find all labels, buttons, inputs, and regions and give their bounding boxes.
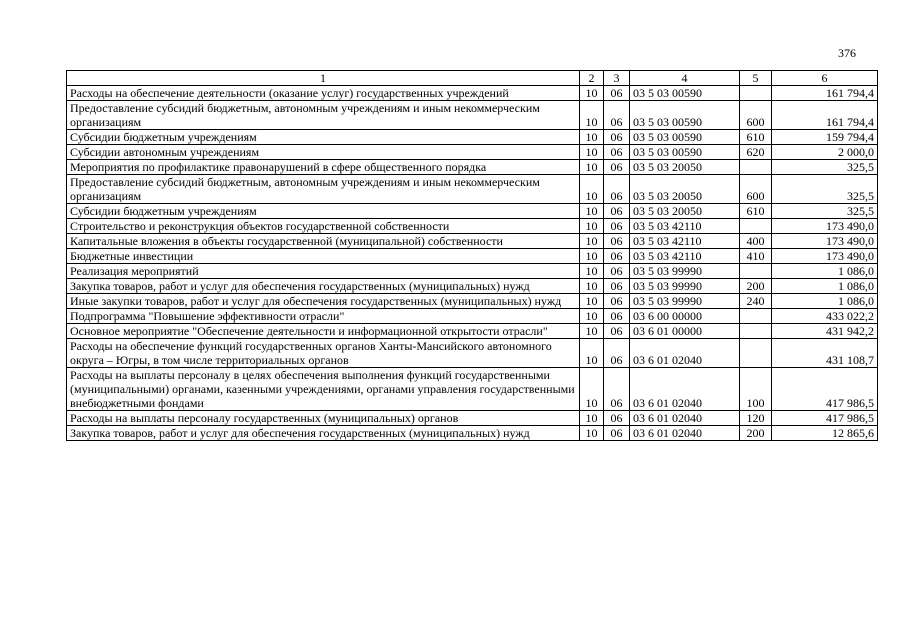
cell-name: Расходы на выплаты персоналу государственных (муниципальных) органов	[67, 411, 580, 426]
table-row	[67, 86, 878, 101]
cell-section: 10	[580, 130, 604, 145]
cell-expense-type: 620	[740, 145, 772, 160]
cell-amount: 2 000,0	[772, 145, 878, 160]
cell-amount: 173 490,0	[772, 249, 878, 264]
cell-name: Расходы на обеспечение деятельности (оказание услуг) государственных учреждений	[67, 86, 580, 101]
cell-amount: 431 108,7	[772, 339, 878, 368]
cell-name: Мероприятия по профилактике правонарушений в сфере общественного порядка	[67, 160, 580, 175]
cell-section: 10	[580, 204, 604, 219]
cell-subsection: 06	[604, 264, 630, 279]
cell-amount: 431 942,2	[772, 324, 878, 339]
column-header-name: 1	[67, 71, 580, 86]
cell-amount: 417 986,5	[772, 411, 878, 426]
cell-name: Строительство и реконструкция объектов государственной собственности	[67, 219, 580, 234]
page-number: 376	[838, 46, 856, 60]
cell-subsection: 06	[604, 160, 630, 175]
table-row	[67, 426, 878, 441]
cell-section: 10	[580, 101, 604, 130]
cell-subsection: 06	[604, 175, 630, 204]
cell-target-article: 03 6 01 00000	[630, 324, 740, 339]
cell-name: Реализация мероприятий	[67, 264, 580, 279]
budget-table	[66, 70, 878, 441]
cell-name: Закупка товаров, работ и услуг для обеспечения государственных (муниципальных) нужд	[67, 426, 580, 441]
cell-expense-type	[740, 264, 772, 279]
cell-target-article: 03 5 03 00590	[630, 145, 740, 160]
cell-name: Капитальные вложения в объекты государственной (муниципальной) собственности	[67, 234, 580, 249]
cell-expense-type	[740, 219, 772, 234]
cell-expense-type	[740, 160, 772, 175]
table-row	[67, 204, 878, 219]
cell-amount: 159 794,4	[772, 130, 878, 145]
table-row	[67, 368, 878, 411]
cell-target-article: 03 6 01 02040	[630, 368, 740, 411]
cell-section: 10	[580, 175, 604, 204]
cell-target-article: 03 5 03 20050	[630, 175, 740, 204]
cell-expense-type: 120	[740, 411, 772, 426]
cell-section: 10	[580, 339, 604, 368]
column-header-subsection: 3	[604, 71, 630, 86]
table-row	[67, 279, 878, 294]
table-row	[67, 219, 878, 234]
column-header-section: 2	[580, 71, 604, 86]
cell-section: 10	[580, 309, 604, 324]
cell-subsection: 06	[604, 426, 630, 441]
cell-section: 10	[580, 368, 604, 411]
table-row	[67, 101, 878, 130]
cell-amount: 173 490,0	[772, 219, 878, 234]
cell-target-article: 03 5 03 99990	[630, 279, 740, 294]
cell-subsection: 06	[604, 234, 630, 249]
cell-subsection: 06	[604, 324, 630, 339]
cell-expense-type: 600	[740, 175, 772, 204]
cell-expense-type	[740, 309, 772, 324]
table-row	[67, 145, 878, 160]
cell-name: Субсидии бюджетным учреждениям	[67, 204, 580, 219]
cell-name: Расходы на выплаты персоналу в целях обеспечения выполнения функций государственными (муниципальными) органами, казенными учреждениями, органами управления государственными внебюджетными фондами	[67, 368, 580, 411]
cell-name: Субсидии бюджетным учреждениям	[67, 130, 580, 145]
cell-subsection: 06	[604, 130, 630, 145]
cell-section: 10	[580, 294, 604, 309]
table-row	[67, 249, 878, 264]
cell-expense-type: 240	[740, 294, 772, 309]
cell-target-article: 03 5 03 42110	[630, 234, 740, 249]
table-body	[67, 86, 878, 441]
table-row	[67, 411, 878, 426]
cell-section: 10	[580, 411, 604, 426]
cell-target-article: 03 5 03 99990	[630, 294, 740, 309]
cell-subsection: 06	[604, 145, 630, 160]
cell-subsection: 06	[604, 219, 630, 234]
cell-subsection: 06	[604, 309, 630, 324]
cell-expense-type	[740, 339, 772, 368]
header-row	[67, 71, 878, 86]
table-row	[67, 130, 878, 145]
cell-name: Закупка товаров, работ и услуг для обеспечения государственных (муниципальных) нужд	[67, 279, 580, 294]
cell-expense-type: 410	[740, 249, 772, 264]
cell-amount: 161 794,4	[772, 101, 878, 130]
cell-target-article: 03 6 01 02040	[630, 426, 740, 441]
table-row	[67, 160, 878, 175]
cell-target-article: 03 5 03 00590	[630, 101, 740, 130]
cell-amount: 325,5	[772, 160, 878, 175]
cell-expense-type: 200	[740, 426, 772, 441]
cell-subsection: 06	[604, 368, 630, 411]
cell-target-article: 03 5 03 42110	[630, 219, 740, 234]
cell-name: Расходы на обеспечение функций государственных органов Ханты-Мансийского автономного округа – Югры, в том числе территориальных органов	[67, 339, 580, 368]
column-header-amount: 6	[772, 71, 878, 86]
cell-target-article: 03 6 01 02040	[630, 411, 740, 426]
cell-subsection: 06	[604, 86, 630, 101]
cell-expense-type	[740, 324, 772, 339]
cell-amount: 12 865,6	[772, 426, 878, 441]
cell-amount: 1 086,0	[772, 279, 878, 294]
cell-subsection: 06	[604, 101, 630, 130]
cell-amount: 325,5	[772, 204, 878, 219]
cell-target-article: 03 5 03 00590	[630, 86, 740, 101]
cell-expense-type: 400	[740, 234, 772, 249]
cell-section: 10	[580, 264, 604, 279]
table-row	[67, 175, 878, 204]
column-header-expense-type: 5	[740, 71, 772, 86]
cell-expense-type: 610	[740, 130, 772, 145]
cell-amount: 161 794,4	[772, 86, 878, 101]
cell-section: 10	[580, 145, 604, 160]
cell-amount: 1 086,0	[772, 294, 878, 309]
cell-section: 10	[580, 86, 604, 101]
cell-target-article: 03 6 00 00000	[630, 309, 740, 324]
cell-amount: 325,5	[772, 175, 878, 204]
cell-subsection: 06	[604, 204, 630, 219]
cell-subsection: 06	[604, 411, 630, 426]
table-row	[67, 309, 878, 324]
cell-expense-type: 200	[740, 279, 772, 294]
cell-section: 10	[580, 426, 604, 441]
cell-expense-type: 600	[740, 101, 772, 130]
column-header-target-article: 4	[630, 71, 740, 86]
cell-amount: 417 986,5	[772, 368, 878, 411]
cell-name: Субсидии автономным учреждениям	[67, 145, 580, 160]
cell-target-article: 03 5 03 20050	[630, 160, 740, 175]
cell-target-article: 03 5 03 20050	[630, 204, 740, 219]
cell-section: 10	[580, 279, 604, 294]
cell-expense-type: 100	[740, 368, 772, 411]
cell-subsection: 06	[604, 294, 630, 309]
table-row	[67, 294, 878, 309]
table-row	[67, 234, 878, 249]
cell-target-article: 03 6 01 02040	[630, 339, 740, 368]
cell-section: 10	[580, 219, 604, 234]
table-row	[67, 339, 878, 368]
table-row	[67, 324, 878, 339]
cell-section: 10	[580, 234, 604, 249]
cell-name: Предоставление субсидий бюджетным, автономным учреждениям и иным некоммерческим организациям	[67, 101, 580, 130]
cell-name: Иные закупки товаров, работ и услуг для обеспечения государственных (муниципальных) нужд	[67, 294, 580, 309]
table-row	[67, 264, 878, 279]
cell-target-article: 03 5 03 00590	[630, 130, 740, 145]
cell-expense-type	[740, 86, 772, 101]
cell-name: Бюджетные инвестиции	[67, 249, 580, 264]
cell-subsection: 06	[604, 249, 630, 264]
cell-target-article: 03 5 03 42110	[630, 249, 740, 264]
cell-subsection: 06	[604, 279, 630, 294]
cell-target-article: 03 5 03 99990	[630, 264, 740, 279]
cell-name: Основное мероприятие "Обеспечение деятельности и информационной открытости отрасли"	[67, 324, 580, 339]
cell-amount: 433 022,2	[772, 309, 878, 324]
cell-amount: 173 490,0	[772, 234, 878, 249]
cell-section: 10	[580, 160, 604, 175]
cell-amount: 1 086,0	[772, 264, 878, 279]
cell-expense-type: 610	[740, 204, 772, 219]
cell-name: Подпрограмма "Повышение эффективности отрасли"	[67, 309, 580, 324]
cell-name: Предоставление субсидий бюджетным, автономным учреждениям и иным некоммерческим организациям	[67, 175, 580, 204]
cell-section: 10	[580, 324, 604, 339]
cell-subsection: 06	[604, 339, 630, 368]
cell-section: 10	[580, 249, 604, 264]
